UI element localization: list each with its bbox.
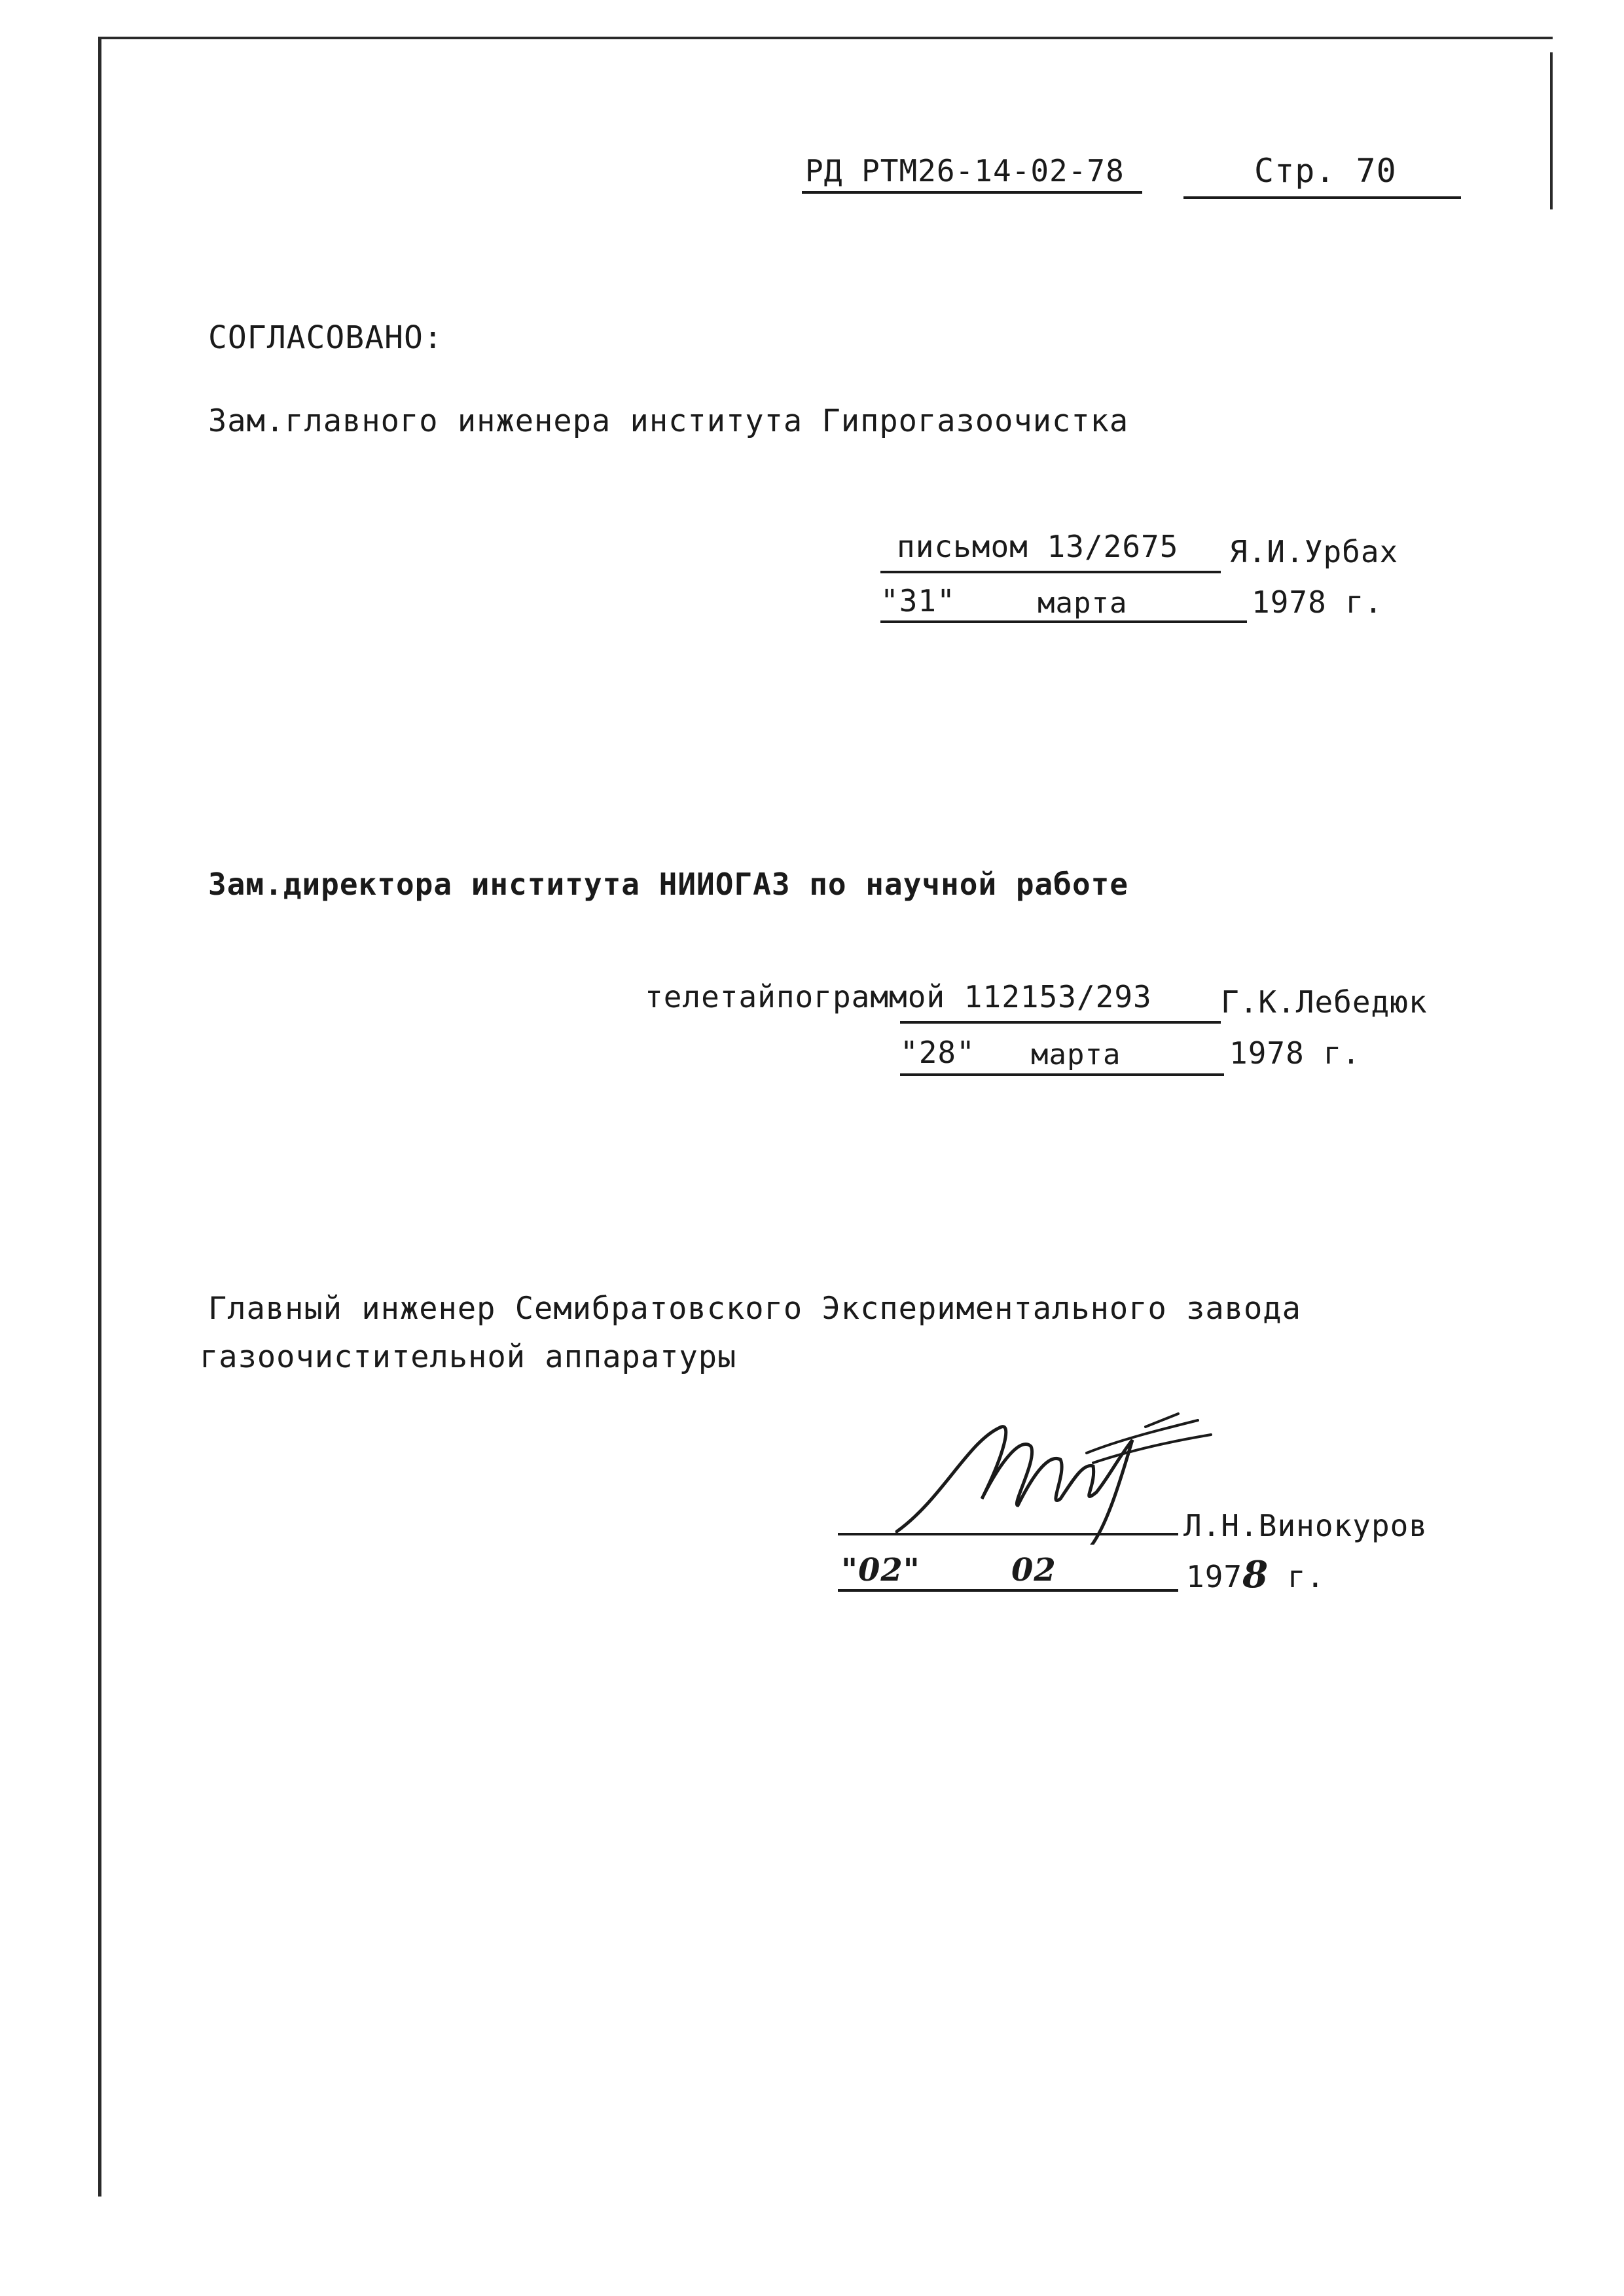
approver-2-letter-underline bbox=[900, 1021, 1221, 1024]
page-number: Стр. 70 bbox=[1254, 152, 1397, 190]
approver-3-day: "02" bbox=[841, 1552, 920, 1588]
approver-3-signature-underline bbox=[838, 1533, 1178, 1535]
approver-1-date-underline bbox=[880, 620, 1247, 623]
approver-2-date-underline bbox=[900, 1073, 1224, 1076]
approver-1-signer: Я.И.Урбах bbox=[1229, 534, 1399, 569]
approver-2-day: "28" bbox=[900, 1035, 975, 1070]
signature-mark bbox=[871, 1401, 1237, 1545]
approver-3-month: 02 bbox=[1011, 1552, 1056, 1588]
approver-3-year-suffix: г. bbox=[1269, 1559, 1326, 1594]
document-code-underline bbox=[802, 191, 1142, 194]
approval-heading: СОГЛАСОВАНО: bbox=[208, 319, 443, 356]
approver-2-position: Зам.директора института НИИОГАЗ по научной работе bbox=[208, 867, 1129, 902]
approver-3-date-underline bbox=[838, 1589, 1178, 1592]
approver-2-year: 1978 г. bbox=[1229, 1035, 1361, 1071]
approver-1-day: "31" bbox=[880, 583, 956, 619]
document-code: РД РТМ26-14-02-78 bbox=[805, 153, 1125, 188]
approver-3-position-line2: газоочистительной аппаратуры bbox=[200, 1339, 737, 1375]
approver-3-year-prefix: 197 bbox=[1186, 1559, 1243, 1594]
approver-3-signer: Л.Н.Винокуров bbox=[1183, 1508, 1428, 1543]
approver-2-signer: Г.К.Лебедюк bbox=[1221, 984, 1428, 1020]
approver-2-month: марта bbox=[1031, 1038, 1121, 1071]
page-frame-top bbox=[98, 37, 1553, 39]
approver-1-position: Зам.главного инженера института Гипрогазоочистка bbox=[208, 403, 1129, 439]
page-frame-left bbox=[98, 37, 101, 2197]
approver-1-letter-underline bbox=[880, 571, 1221, 573]
approver-2-letter: телетайпограммой 112153/293 bbox=[645, 979, 1152, 1014]
approver-1-letter: письмом 13/2675 bbox=[897, 529, 1179, 564]
approver-1-year: 1978 г. bbox=[1252, 584, 1383, 620]
approver-1-month: марта bbox=[1038, 586, 1128, 620]
approver-3-year-handwritten: 8 bbox=[1242, 1553, 1269, 1596]
page-frame-right bbox=[1550, 52, 1553, 209]
page-number-underline bbox=[1183, 196, 1461, 199]
approver-3-position-line1: Главный инженер Семибратовского Экспериментального завода bbox=[208, 1291, 1301, 1327]
approver-3-year bbox=[1186, 1553, 1326, 1596]
